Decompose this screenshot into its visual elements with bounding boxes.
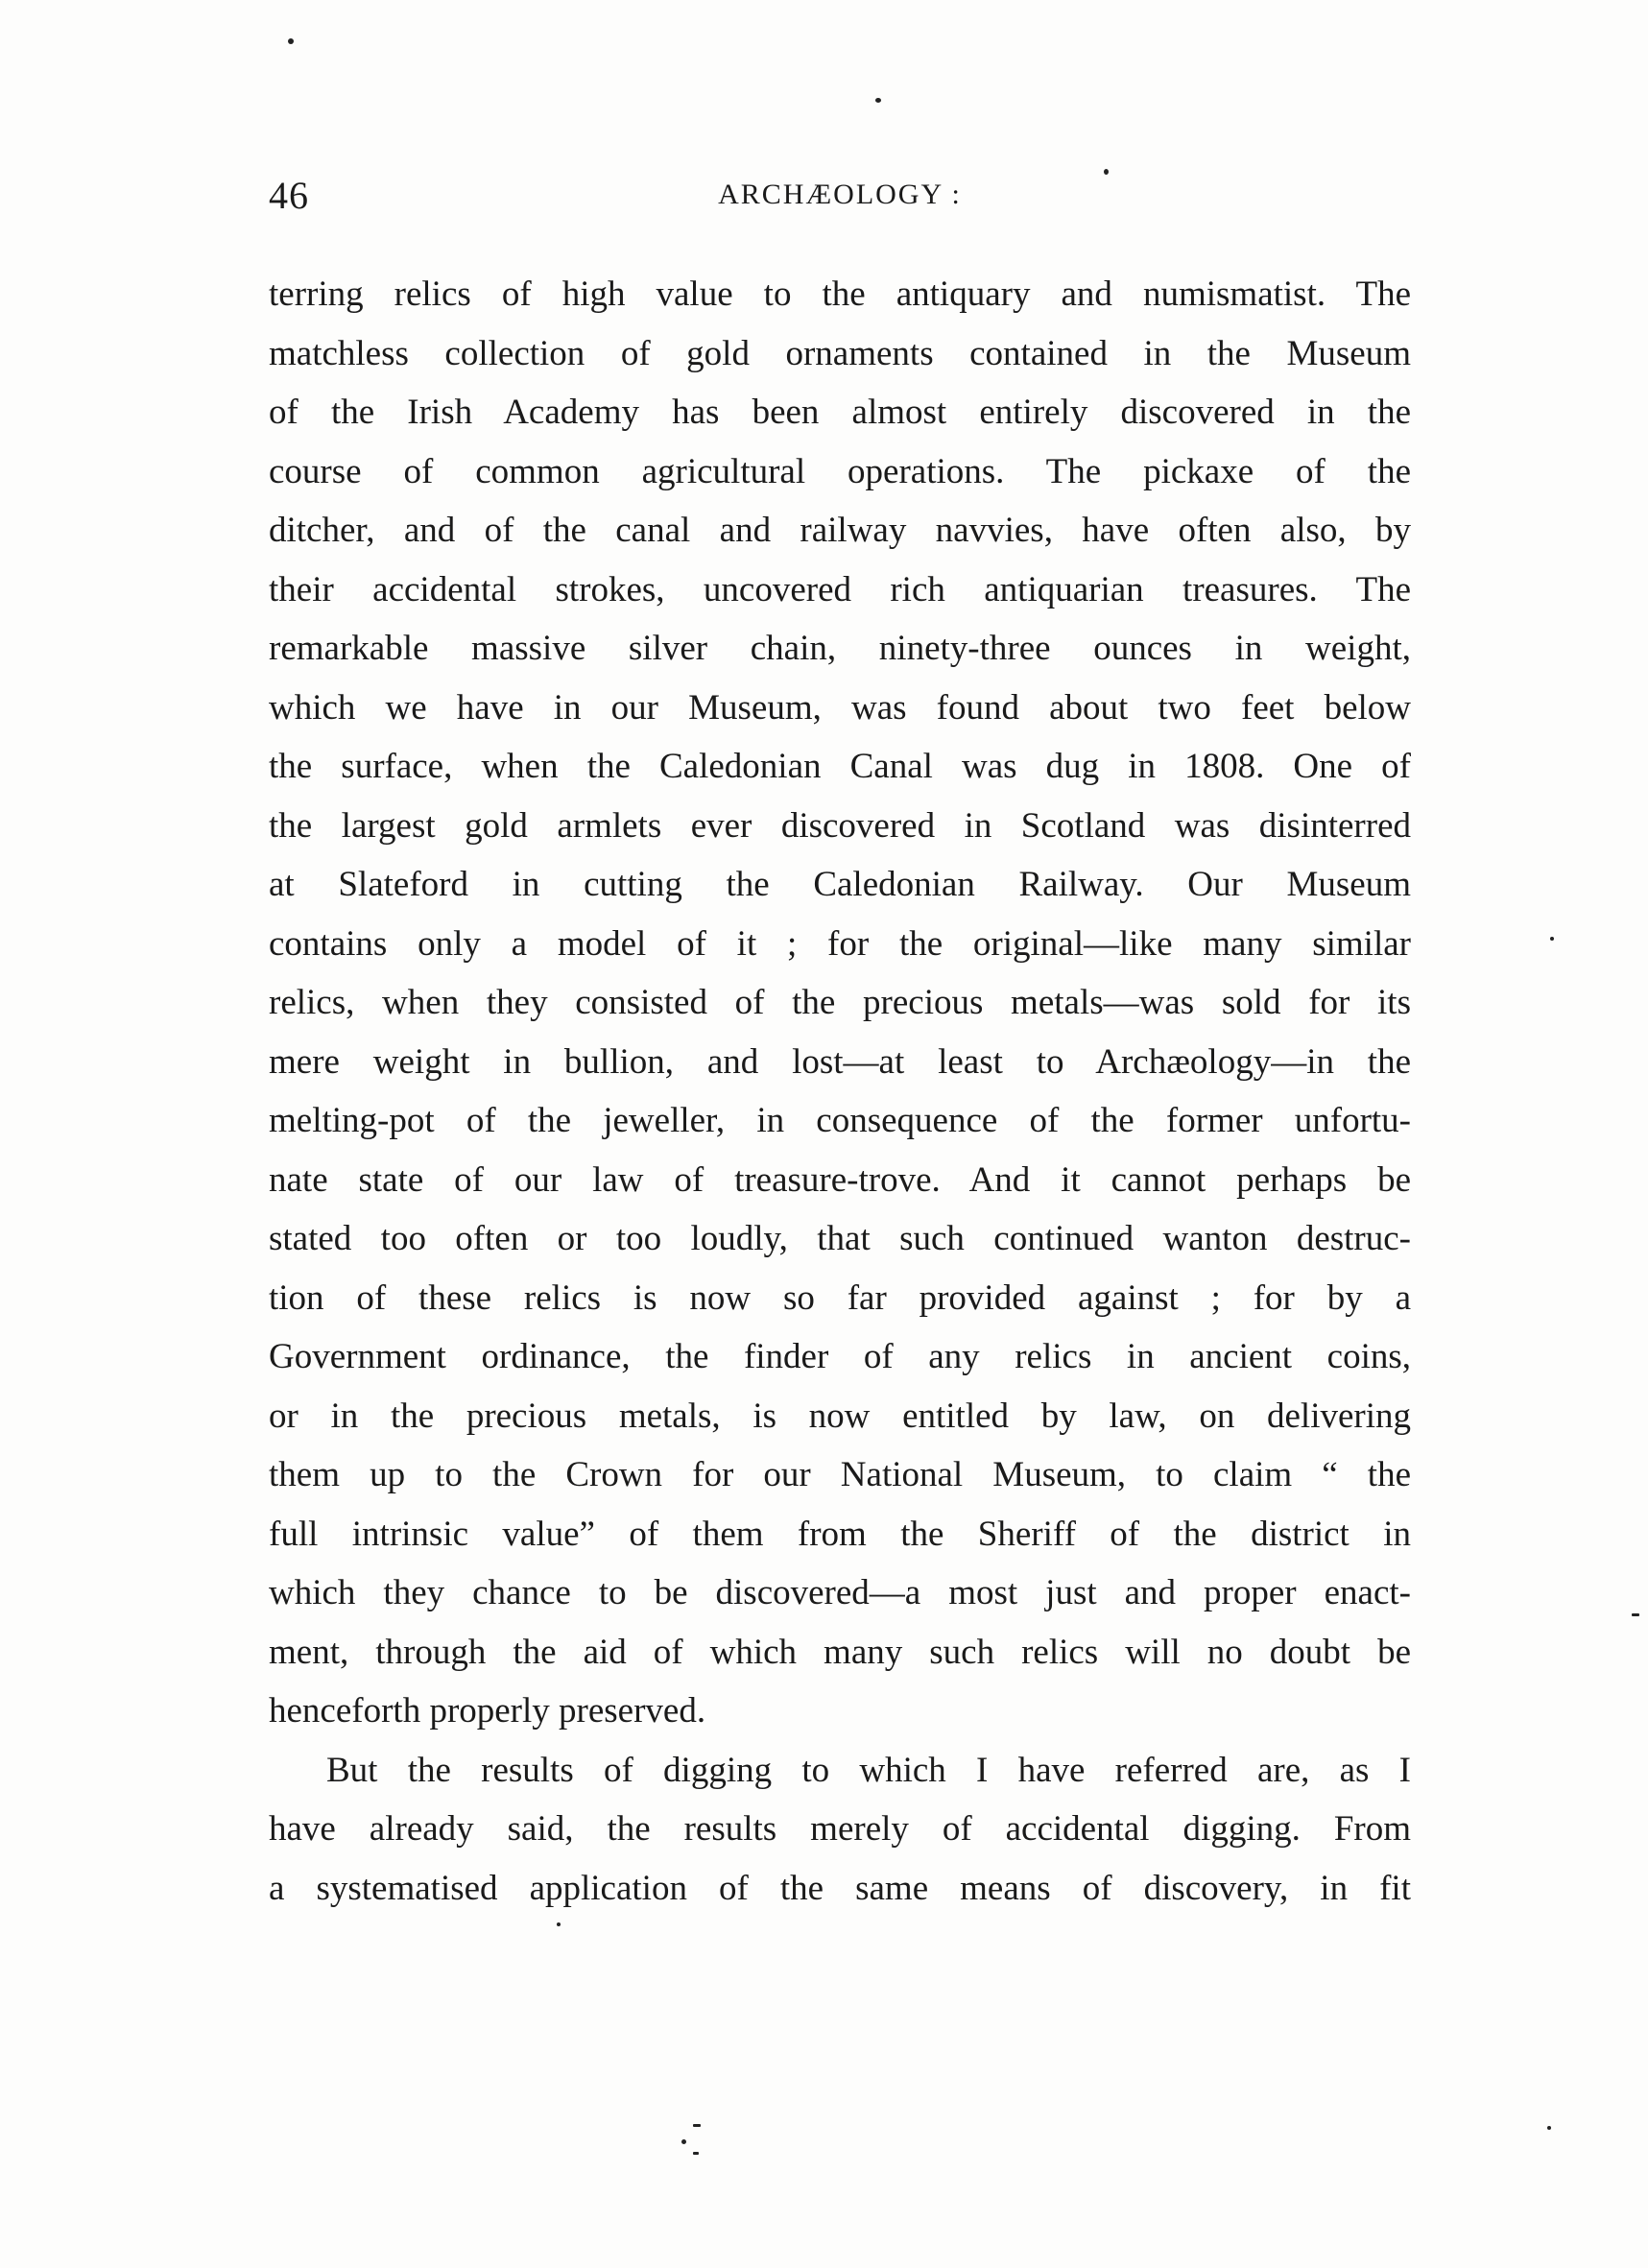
paragraph-2 — [269, 1741, 1411, 1919]
text-line: full intrinsic value” of them from the Sheriff of the district in — [269, 1514, 1411, 1554]
print-speck — [557, 1922, 561, 1926]
text-line: ment, through the aid of which many such relics will no doubt be — [269, 1632, 1411, 1672]
print-speck — [288, 38, 294, 44]
text-line: the surface, when the Caledonian Canal was dug in 1808. One of — [269, 747, 1411, 786]
text-line: Government ordinance, the finder of any relics in ancient coins, — [269, 1337, 1411, 1376]
text-line: their accidental strokes, uncovered rich antiquarian treasures. The — [269, 569, 1411, 609]
text-line: relics, when they consisted of the precious metals—was sold for its — [269, 983, 1411, 1022]
print-speck — [693, 2152, 699, 2155]
text-line: mere weight in bullion, and lost—at least to Archæology—in the — [269, 1041, 1411, 1082]
text-line: them up to the Crown for our National Museum, to claim “ the — [269, 1455, 1411, 1494]
text-line: which we have in our Museum, was found about two feet below — [269, 687, 1411, 728]
print-speck — [1632, 1613, 1639, 1616]
page-number: 46 — [269, 174, 309, 217]
text-line: nate state of our law of treasure-trove. And it cannot perhaps be — [269, 1159, 1411, 1200]
text-line: henceforth properly preserved. — [269, 1691, 706, 1731]
page-header — [269, 173, 1411, 240]
print-speck — [693, 2124, 701, 2127]
print-speck — [875, 98, 881, 103]
text-line: melting-pot of the jeweller, in consequence of the former unfortu- — [269, 1101, 1411, 1140]
text-line: But the results of digging to which I have referred are, as I — [326, 1750, 1411, 1790]
text-line: have already said, the results merely of accidental digging. From — [269, 1809, 1411, 1849]
print-speck — [1104, 169, 1109, 175]
running-title: ARCHÆOLOGY : — [718, 179, 962, 210]
text-line: tion of these relics is now so far provided against ; for by a — [269, 1277, 1411, 1318]
text-line: matchless collection of gold ornaments contained in the Museum — [269, 333, 1411, 373]
text-line: of the Irish Academy has been almost entirely discovered in the — [269, 393, 1411, 432]
print-speck — [1547, 2126, 1551, 2130]
text-line: course of common agricultural operations. The pickaxe of the — [269, 451, 1411, 491]
body-text — [269, 265, 1411, 1918]
text-line: stated too often or too loudly, that such continued wanton destruc- — [269, 1219, 1411, 1258]
text-line: at Slateford in cutting the Caledonian Railway. Our Museum — [269, 865, 1411, 904]
text-line: remarkable massive silver chain, ninety-three ounces in weight, — [269, 629, 1411, 668]
text-line: ditcher, and of the canal and railway navvies, have often also, by — [269, 511, 1411, 550]
text-line: terring relics of high value to the antiquary and numismatist. The — [269, 275, 1411, 314]
text-line: or in the precious metals, is now entitled by law, on delivering — [269, 1396, 1411, 1436]
print-speck — [681, 2139, 686, 2144]
paragraph-1 — [269, 265, 1411, 1741]
print-speck — [1550, 937, 1554, 941]
text-line: the largest gold armlets ever discovered in Scotland was disinterred — [269, 805, 1411, 846]
text-line: contains only a model of it ; for the original—like many similar — [269, 923, 1411, 964]
text-line: a systematised application of the same means of discovery, in fit — [269, 1868, 1411, 1908]
text-line: which they chance to be discovered—a most just and proper enact- — [269, 1573, 1411, 1612]
